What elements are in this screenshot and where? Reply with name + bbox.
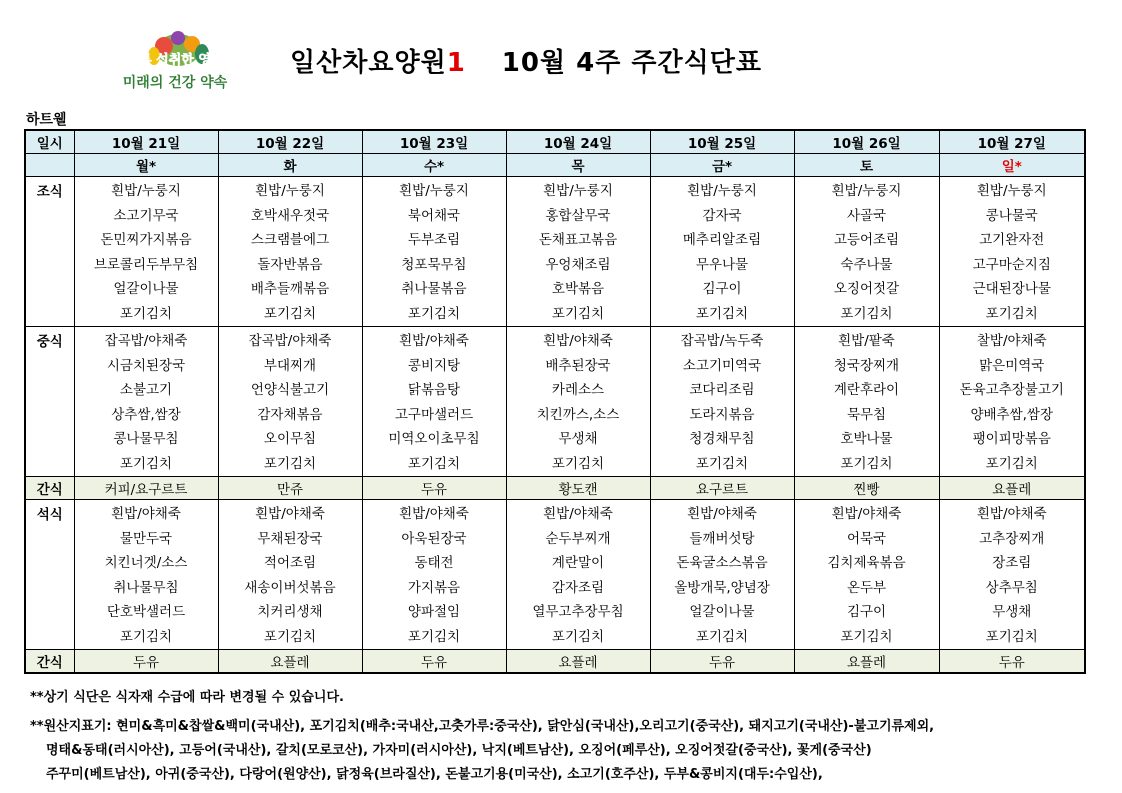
menu-item: 감자채볶음: [257, 406, 323, 423]
menu-item: 배추들깨볶음: [250, 281, 330, 297]
snack-cell: 두유: [939, 650, 1085, 674]
menu-item: 흰밥/야채죽: [399, 333, 469, 349]
menu-item: 포기김치: [695, 305, 749, 322]
menu-item: 새송이버섯볶음: [244, 579, 336, 596]
menu-item: 포기김치: [840, 455, 893, 472]
menu-item: 맑은미역국: [979, 357, 1045, 374]
col-label: 일시: [25, 130, 74, 154]
menu-item: 호박나물: [840, 431, 893, 447]
menu-item: 상추무침: [985, 579, 1038, 596]
menu-item: 찰밥/야채죽: [976, 333, 1047, 349]
menu-cell: [362, 177, 506, 327]
menu-item: 흰밥/누룽지: [543, 183, 613, 199]
menu-item: 포기김치: [840, 628, 893, 645]
menu-item: 돈채표고볶음: [538, 232, 618, 248]
menu-item: 치커리생채: [257, 604, 323, 620]
menu-item: 포기김치: [551, 628, 605, 645]
menu-item: 팽이피망볶음: [972, 431, 1051, 447]
menu-item: 포기김치: [407, 455, 461, 472]
menu-item: 얼갈이나물: [689, 604, 755, 620]
menu-cell: [218, 500, 362, 650]
menu-item: 청경채무침: [689, 431, 755, 447]
menu-item: 포기김치: [840, 305, 893, 322]
snack-row-2: [25, 650, 1085, 674]
change-notice: **상기 식단은 식자재 수급에 따라 변경될 수 있습니다.: [30, 690, 344, 705]
dinner-row: [25, 500, 1085, 650]
menu-item: 포기김치: [985, 305, 1038, 322]
menu-cell: [218, 327, 362, 477]
menu-item: 무생채: [558, 431, 598, 447]
menu-item: 잡곡밥/야채죽: [248, 333, 332, 349]
menu-item: 치킨까스,소스: [536, 406, 620, 423]
menu-item: 근대된장나물: [972, 281, 1051, 297]
menu-item: 계란말이: [551, 555, 605, 571]
menu-item: 적어조림: [263, 555, 317, 571]
menu-item: 흰밥/야채죽: [399, 506, 469, 522]
menu-item: 포기김치: [119, 628, 173, 645]
snack-cell: 두유: [362, 477, 506, 500]
meal-label-breakfast: 조식: [25, 177, 74, 327]
menu-cell: [218, 177, 362, 327]
menu-cell: [794, 177, 939, 327]
menu-item: 상추쌈,쌈장: [111, 406, 181, 423]
menu-item: 포기김치: [985, 455, 1038, 472]
meal-label-lunch: 중식: [25, 327, 74, 477]
menu-item: 고등어조림: [833, 232, 900, 248]
menu-cell: [74, 177, 218, 327]
snack-cell: 만쥬: [218, 477, 362, 500]
menu-item: 두부조림: [407, 232, 461, 248]
menu-item: 부대찌개: [263, 357, 317, 374]
menu-cell: [506, 327, 650, 477]
menu-item: 양배추쌈,쌈장: [970, 406, 1054, 423]
date-cell: 10월 23일: [362, 130, 506, 154]
menu-item: 무생채: [992, 604, 1032, 620]
menu-item: 아욱된장국: [401, 530, 467, 547]
menu-item: 김구이: [702, 281, 742, 297]
menu-item: 김치제육볶음: [827, 555, 906, 571]
menu-cell: [650, 177, 794, 327]
menu-item: 흰밥/야채죽: [687, 506, 757, 522]
menu-item: 흰밥/누룽지: [111, 183, 181, 199]
menu-item: 포기김치: [263, 455, 317, 472]
menu-item: 소고기무국: [113, 207, 179, 224]
meal-label-snack: 간식: [25, 650, 74, 674]
menu-item: 잡곡밥/야채죽: [104, 333, 188, 349]
menu-item: 취나물무침: [113, 579, 179, 596]
origin-notice: [30, 715, 1100, 787]
menu-cell: [794, 500, 939, 650]
menu-item: 포기김치: [119, 455, 173, 472]
meal-label-dinner: 석식: [25, 500, 74, 650]
weekly-menu-table: [24, 129, 1086, 674]
menu-item: 흰밥/팥죽: [838, 333, 895, 349]
menu-item: 올방개묵,양념장: [674, 579, 770, 596]
breakfast-row: [25, 177, 1085, 327]
logo: [100, 24, 250, 96]
menu-item: 소고기미역국: [682, 357, 762, 374]
weekday-cell: 목: [506, 154, 650, 177]
menu-item: 흰밥/누룽지: [976, 183, 1047, 199]
date-row: [25, 130, 1085, 154]
menu-item: 오이무침: [263, 431, 317, 447]
snack-cell: 요플레: [939, 477, 1085, 500]
menu-item: 감자국: [702, 207, 742, 224]
menu-item: 카레소스: [551, 382, 605, 398]
menu-item: 청포묵무침: [401, 256, 467, 273]
snack-row-1: [25, 477, 1085, 500]
menu-item: 돈육굴소스볶음: [676, 555, 768, 571]
menu-cell: [939, 177, 1085, 327]
menu-item: 물만두국: [119, 530, 173, 547]
menu-item: 배추된장국: [545, 357, 611, 374]
menu-item: 취나물볶음: [401, 281, 467, 297]
menu-cell: [939, 327, 1085, 477]
menu-item: 콩나물무침: [113, 431, 179, 447]
logo-top-text: 골고루 섭취한 영양소: [113, 53, 237, 68]
menu-item: 흰밥/야채죽: [831, 506, 902, 522]
date-cell: 10월 27일: [939, 130, 1085, 154]
menu-item: 콩비지탕: [407, 357, 461, 374]
menu-item: 북어채국: [407, 207, 461, 224]
menu-item: 포기김치: [695, 628, 749, 645]
menu-cell: [74, 500, 218, 650]
origin-line: 명태&동태(러시아산), 고등어(국내산), 갈치(모로코산), 가자미(러시아산), 낙지(베트남산), 오징어(페루산), 오징어젓갈(중국산), 꽃게(중국산): [46, 743, 872, 758]
menu-item: 호박새우젓국: [250, 207, 330, 224]
title-week: 10월 4주 주간식단표: [501, 48, 762, 78]
menu-item: 가지볶음: [407, 579, 461, 596]
menu-cell: [650, 327, 794, 477]
menu-item: 얼갈이나물: [113, 281, 179, 297]
menu-item: 고추장찌개: [979, 530, 1045, 547]
menu-item: 사골국: [846, 207, 887, 224]
menu-item: 잡곡밥/녹두죽: [680, 333, 764, 349]
logo-bottom-text: 미래의 건강 약속: [122, 75, 228, 91]
menu-item: 돌자반볶음: [257, 256, 323, 273]
snack-cell: 커피/요구르트: [74, 477, 218, 500]
meal-label-snack: 간식: [25, 477, 74, 500]
menu-item: 콩나물국: [985, 207, 1038, 224]
menu-item: 감자조림: [551, 579, 605, 596]
menu-item: 흰밥/야채죽: [111, 506, 181, 522]
menu-item: 메추리알조림: [682, 232, 762, 248]
menu-cell: [506, 177, 650, 327]
weekday-cell: 화: [218, 154, 362, 177]
snack-cell: 황도캔: [506, 477, 650, 500]
snack-cell: 요플레: [218, 650, 362, 674]
weekday-cell: 수*: [362, 154, 506, 177]
menu-item: 숙주나물: [840, 256, 893, 273]
menu-item: 포기김치: [985, 628, 1038, 645]
menu-item: 동태전: [414, 555, 454, 571]
snack-cell: 찐빵: [794, 477, 939, 500]
menu-cell: [362, 500, 506, 650]
menu-cell: [74, 327, 218, 477]
menu-item: 고구마순지짐: [972, 256, 1051, 273]
menu-item: 들깨버섯탕: [689, 530, 755, 547]
menu-item: 미역오이초무침: [388, 431, 480, 447]
page-title: [290, 42, 762, 79]
date-cell: 10월 25일: [650, 130, 794, 154]
weekday-blank: [25, 154, 74, 177]
menu-item: 계란후라이: [833, 382, 900, 398]
origin-line: 주꾸미(베트남산), 아귀(중국산), 다랑어(원양산), 닭정육(브라질산), 돈불고기용(미국산), 소고기(호주산), 두부&콩비지(대두:수입산),: [46, 767, 823, 782]
origin-line: **원산지표기: 현미&흑미&찹쌀&백미(국내산), 포기김치(배추:국내산,고춧가루:중국산), 닭안심(국내산),오리고기(중국산), 돼지고기(국내산)-불고기류제외,: [30, 719, 935, 734]
menu-item: 흰밥/야채죽: [976, 506, 1047, 522]
menu-item: 닭볶음탕: [407, 382, 461, 398]
menu-item: 단호박샐러드: [106, 604, 186, 620]
menu-item: 양파절임: [407, 604, 461, 620]
menu-item: 브로콜리두부무침: [93, 256, 199, 273]
menu-item: 포기김치: [551, 305, 605, 322]
menu-item: 언양식불고기: [250, 382, 330, 398]
date-cell: 10월 26일: [794, 130, 939, 154]
menu-item: 무채된장국: [257, 530, 323, 547]
menu-item: 우엉채조림: [545, 256, 611, 273]
snack-cell: 두유: [362, 650, 506, 674]
weekday-cell-sunday: 일*: [939, 154, 1085, 177]
menu-item: 고구마샐러드: [394, 406, 474, 423]
title-main: 일산차요양원: [290, 48, 447, 78]
menu-item: 열무고추장무침: [532, 604, 624, 620]
menu-cell: [650, 500, 794, 650]
menu-item: 어묵국: [846, 530, 887, 547]
menu-cell: [794, 327, 939, 477]
menu-item: 흰밥/누룽지: [255, 183, 325, 199]
snack-cell: 두유: [74, 650, 218, 674]
title-number: 1: [446, 48, 466, 78]
menu-item: 김구이: [846, 604, 887, 620]
menu-item: 흰밥/누룽지: [831, 183, 902, 199]
menu-item: 도라지볶음: [689, 406, 755, 423]
menu-item: 흰밥/누룽지: [687, 183, 757, 199]
date-cell: 10월 24일: [506, 130, 650, 154]
menu-item: 호박볶음: [551, 281, 605, 297]
menu-item: 포기김치: [551, 455, 605, 472]
menu-item: 시금치된장국: [106, 357, 186, 374]
menu-item: 코다리조림: [689, 382, 755, 398]
menu-item: 순두부찌개: [545, 530, 611, 547]
menu-item: 포기김치: [119, 305, 173, 322]
menu-item: 포기김치: [263, 305, 317, 322]
menu-item: 오징어젓갈: [833, 281, 900, 297]
brand-label: 하트웰: [26, 112, 67, 128]
menu-cell: [939, 500, 1085, 650]
menu-item: 무우나물: [695, 256, 749, 273]
menu-item: 청국장찌개: [833, 357, 900, 374]
menu-item: 장조림: [992, 555, 1032, 571]
menu-cell: [362, 327, 506, 477]
menu-item: 흰밥/야채죽: [255, 506, 325, 522]
snack-cell: 요플레: [794, 650, 939, 674]
menu-item: 흰밥/누룽지: [399, 183, 469, 199]
menu-item: 돈육고추장불고기: [959, 382, 1064, 398]
weekday-cell: 월*: [74, 154, 218, 177]
date-cell: 10월 22일: [218, 130, 362, 154]
menu-item: 포기김치: [263, 628, 317, 645]
menu-item: 치킨너겟/소스: [104, 555, 188, 571]
menu-item: 소불고기: [119, 382, 173, 398]
menu-item: 흰밥/야채죽: [543, 506, 613, 522]
menu-item: 포기김치: [407, 305, 461, 322]
menu-item: 돈민찌가지볶음: [100, 232, 192, 248]
menu-item: 고기완자전: [979, 232, 1045, 248]
weekday-cell: 금*: [650, 154, 794, 177]
menu-item: 묵무침: [846, 406, 887, 423]
snack-cell: 요구르트: [650, 477, 794, 500]
weekday-cell: 토: [794, 154, 939, 177]
menu-item: 흰밥/야채죽: [543, 333, 613, 349]
snack-cell: 두유: [650, 650, 794, 674]
lunch-row: [25, 327, 1085, 477]
menu-item: 스크램블에그: [250, 232, 330, 248]
menu-item: 포기김치: [407, 628, 461, 645]
menu-item: 온두부: [846, 579, 887, 596]
menu-item: 홍합살무국: [545, 207, 611, 224]
weekday-row: [25, 154, 1085, 177]
menu-cell: [506, 500, 650, 650]
snack-cell: 요플레: [506, 650, 650, 674]
menu-item: 포기김치: [695, 455, 749, 472]
date-cell: 10월 21일: [74, 130, 218, 154]
